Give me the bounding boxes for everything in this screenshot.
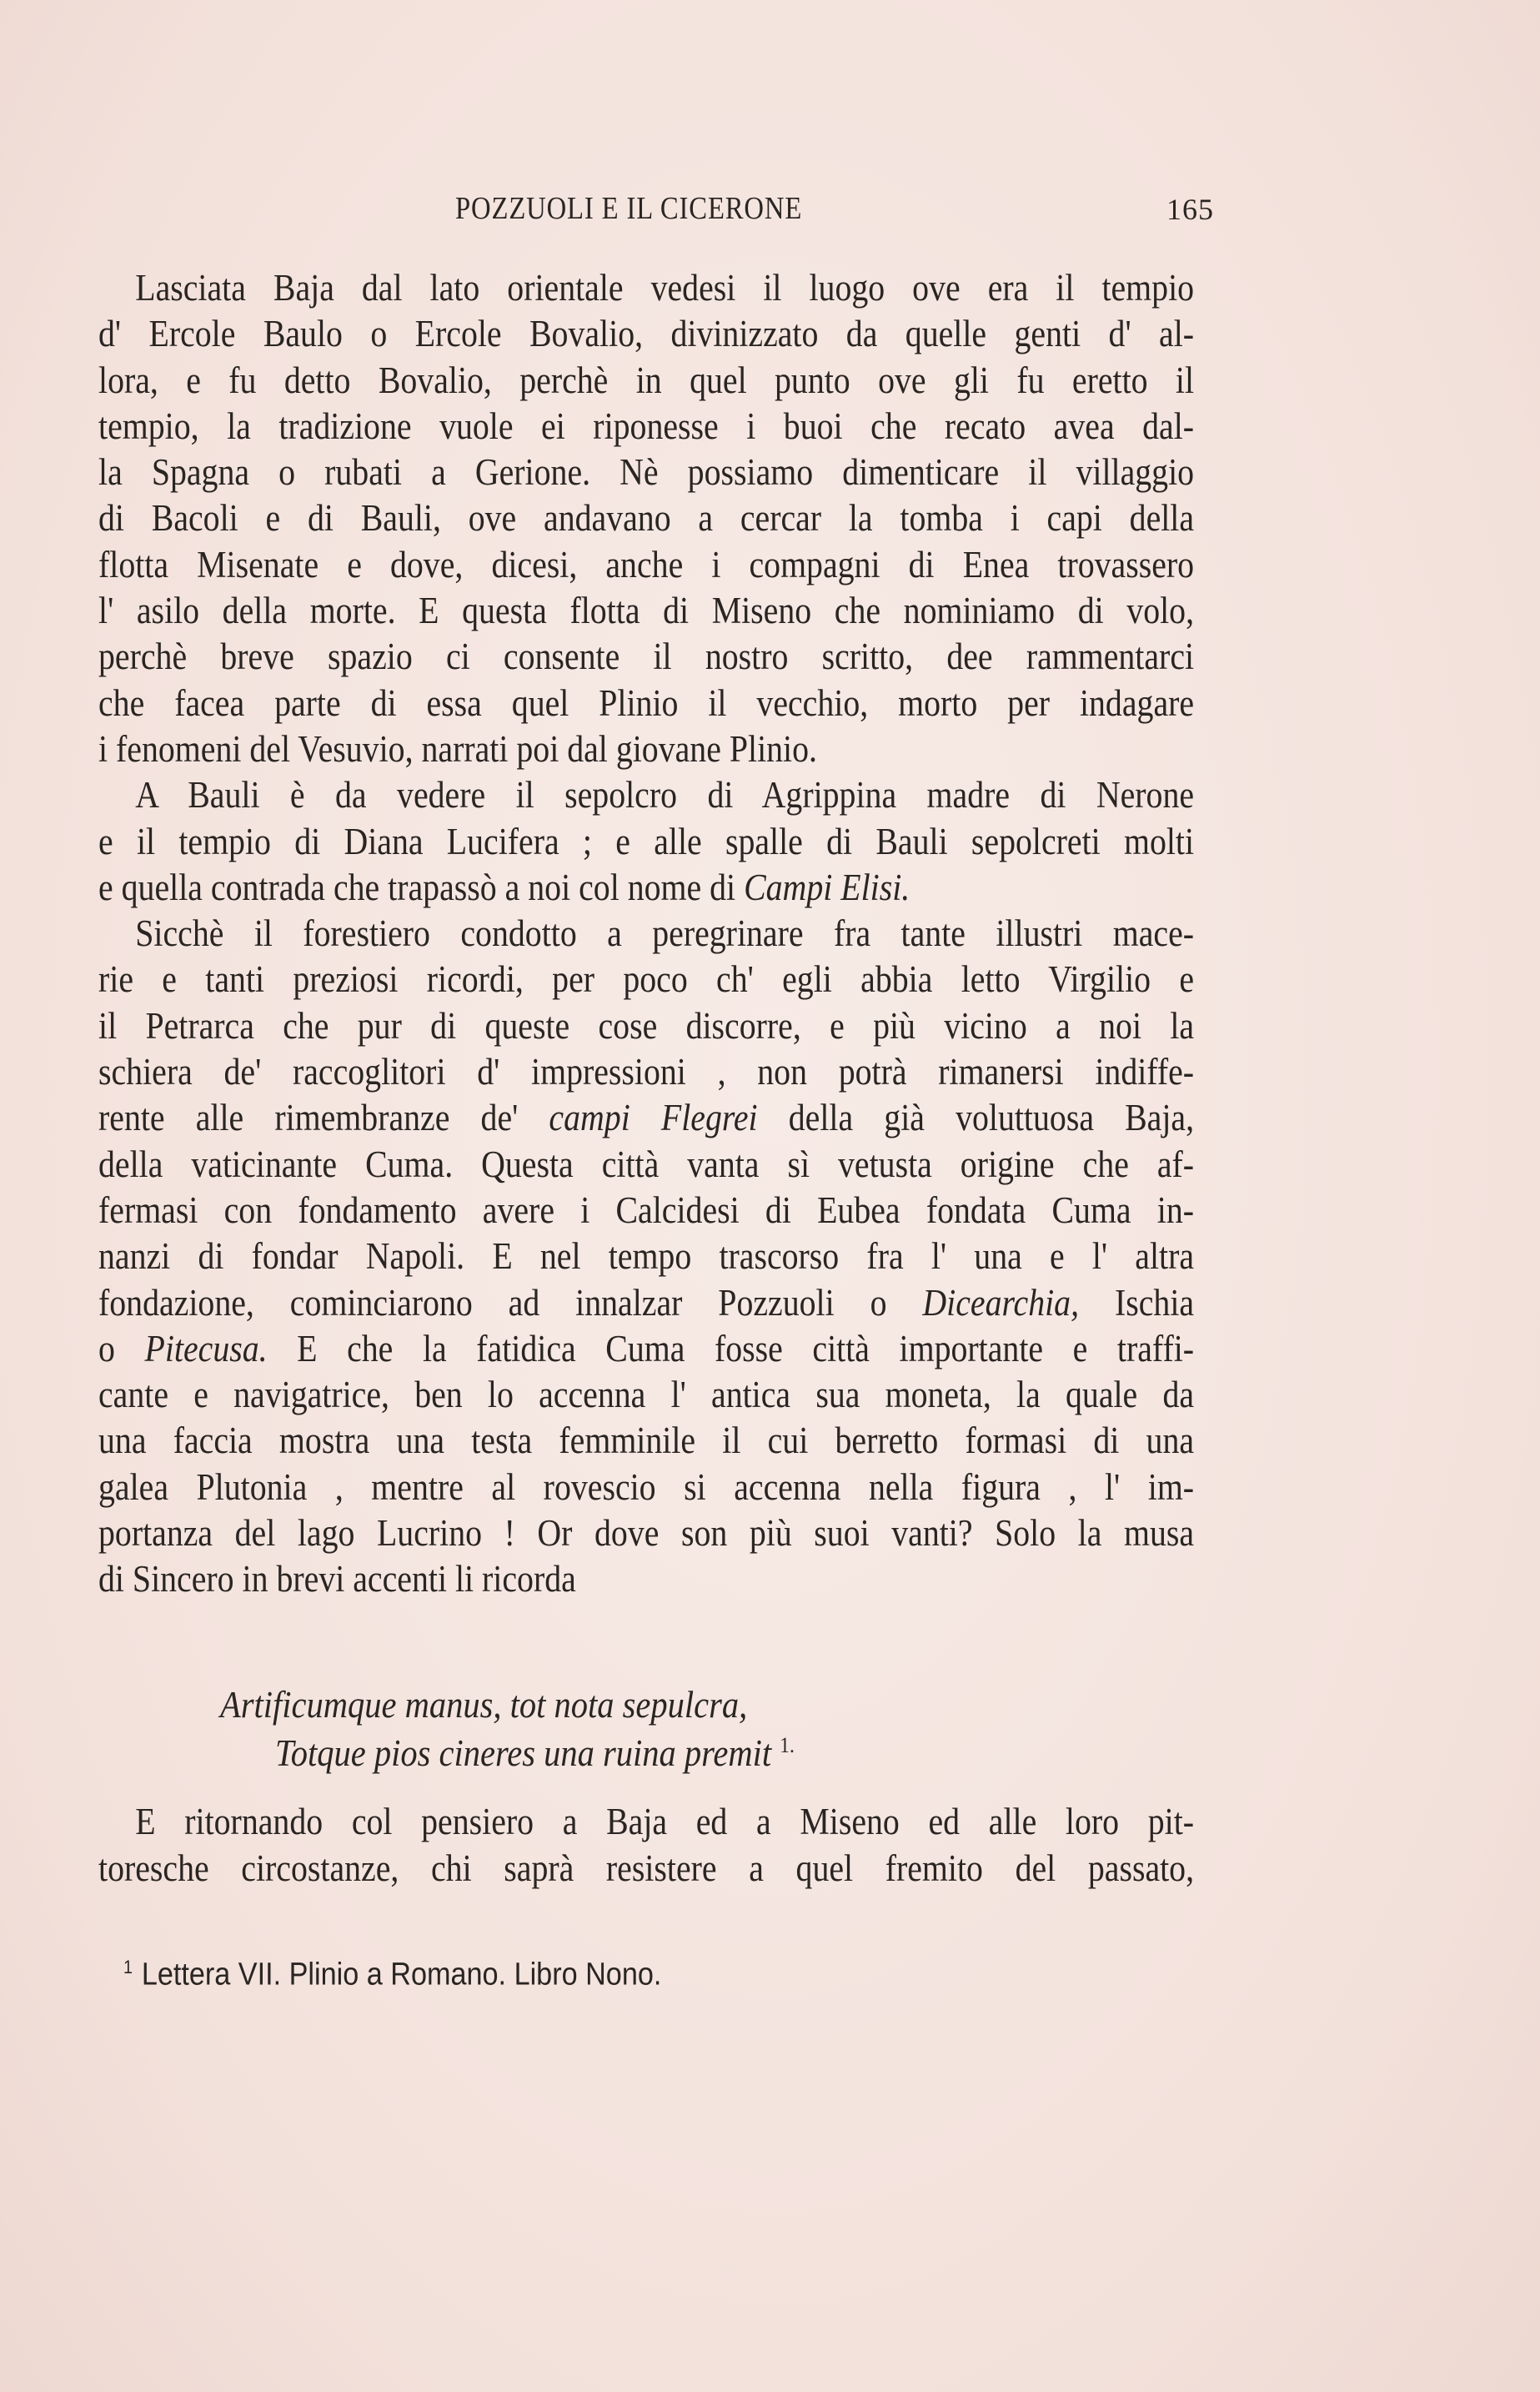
text-line: l' asilo della morte. E questa flotta di Miseno che nominiamo di volo, — [98, 590, 1195, 632]
verse-text: Totque pios cineres una ruina premit — [275, 1732, 772, 1774]
text-line: Sicchè il forestiero condotto a peregrinare fra tante illustri mace- — [135, 912, 1195, 955]
text-line: fermasi con fondamento avere i Calcidesi di Eubea fondata Cuma in- — [98, 1188, 1195, 1231]
text-line: di Sincero in brevi accenti li ricorda — [98, 1558, 576, 1601]
footnote-mark: 1 — [123, 1957, 133, 1977]
text-line — [98, 1326, 1194, 1372]
text-segment: rente alle rimembranze de' — [98, 1097, 549, 1139]
text-line: galea Plutonia , mentre al rovescio si accenna nella figura , l' im- — [98, 1465, 1195, 1508]
running-head — [455, 190, 1214, 232]
italic-place-name: Pitecusa. — [144, 1327, 268, 1369]
text-line: e il tempio di Diana Lucifera ; e alle spalle di Bauli sepolcreti molti — [98, 820, 1195, 862]
text-line: flotta Misenate e dove, dicesi, anche i compagni di Enea trovassero — [98, 543, 1195, 585]
italic-place-name: campi Flegrei — [549, 1097, 758, 1139]
italic-place-name: Campi Elisi. — [744, 866, 910, 908]
page-number: 165 — [1166, 193, 1214, 226]
text-line: perchè breve spazio ci consente il nostro scritto, dee rammentarci — [98, 636, 1195, 678]
verse-line — [275, 1731, 795, 1775]
footnote-text: Lettera VII. Plinio a Romano. Libro Nono. — [141, 1957, 662, 1992]
text-line: una faccia mostra una testa femminile il cui berretto formasi di una — [98, 1420, 1195, 1462]
text-line — [98, 1280, 1194, 1326]
main-text — [98, 265, 1194, 1603]
continuation-text — [98, 1798, 1194, 1892]
footnote — [123, 1957, 661, 1993]
text-line — [98, 1095, 1194, 1141]
text-segment: Ischia — [1079, 1281, 1195, 1324]
running-title: POZZUOLI E IL CICERONE — [455, 191, 803, 226]
text-line: che facea parte di essa quel Plinio il vecchio, morto per indagare — [98, 681, 1195, 724]
text-line: d' Ercole Baulo o Ercole Bovalio, divinizzato da quelle genti d' al- — [98, 313, 1195, 355]
text-line: A Bauli è da vedere il sepolcro di Agrippina madre di Nerone — [135, 774, 1195, 817]
footnote-reference: 1. — [780, 1733, 795, 1757]
text-line: E ritornando col pensiero a Baja ed a Miseno ed alle loro pit- — [135, 1801, 1195, 1842]
italic-place-name: Dicearchia, — [922, 1281, 1080, 1324]
text-line: il Petrarca che pur di queste cose discorre, e più vicino a noi la — [98, 1004, 1195, 1047]
text-segment: e quella contrada che trapassò a noi col nome di — [98, 866, 745, 908]
text-line — [98, 865, 1194, 911]
text-segment: della già voluttuosa Baja, — [757, 1097, 1195, 1139]
verse-line: Artificumque manus, tot nota sepulcra, — [220, 1684, 748, 1726]
text-line: rie e tanti preziosi ricordi, per poco ch' egli abbia letto Virgilio e — [98, 958, 1195, 1001]
text-line: portanza del lago Lucrino ! Or dove son più suoi vanti? Solo la musa — [98, 1512, 1195, 1555]
text-line: lora, e fu detto Bovalio, perchè in quel punto ove gli fu eretto il — [98, 359, 1195, 401]
text-line: nanzi di fondar Napoli. E nel tempo trascorso fra l' una e l' altra — [98, 1235, 1195, 1278]
text-line: toresche circostanze, chi saprà resistere a quel fremito del passato, — [98, 1847, 1195, 1889]
text-line: della vaticinante Cuma. Questa città vanta sì vetusta origine che af- — [98, 1143, 1195, 1185]
text-line: di Bacoli e di Bauli, ove andavano a cercar la tomba i capi della — [98, 497, 1195, 540]
text-segment: o — [98, 1327, 145, 1369]
text-segment: fondazione, cominciarono ad innalzar Pozzuoli o — [98, 1281, 923, 1324]
text-line: schiera de' raccoglitori d' impressioni , non potrà rimanersi indiffe- — [98, 1051, 1195, 1093]
text-line: i fenomeni del Vesuvio, narrati poi dal giovane Plinio. — [98, 727, 817, 770]
text-line: la Spagna o rubati a Gerione. Nè possiamo dimenticare il villaggio — [98, 451, 1195, 494]
text-line: Lasciata Baja dal lato orientale vedesi il luogo ove era il tempio — [135, 267, 1195, 309]
text-line: cante e navigatrice, ben lo accenna l' antica sua moneta, la quale da — [98, 1374, 1195, 1416]
text-line: tempio, la tradizione vuole ei riponesse i buoi che recato avea dal- — [98, 405, 1195, 447]
text-segment: E che la fatidica Cuma fosse città importante e traffi- — [267, 1327, 1195, 1369]
